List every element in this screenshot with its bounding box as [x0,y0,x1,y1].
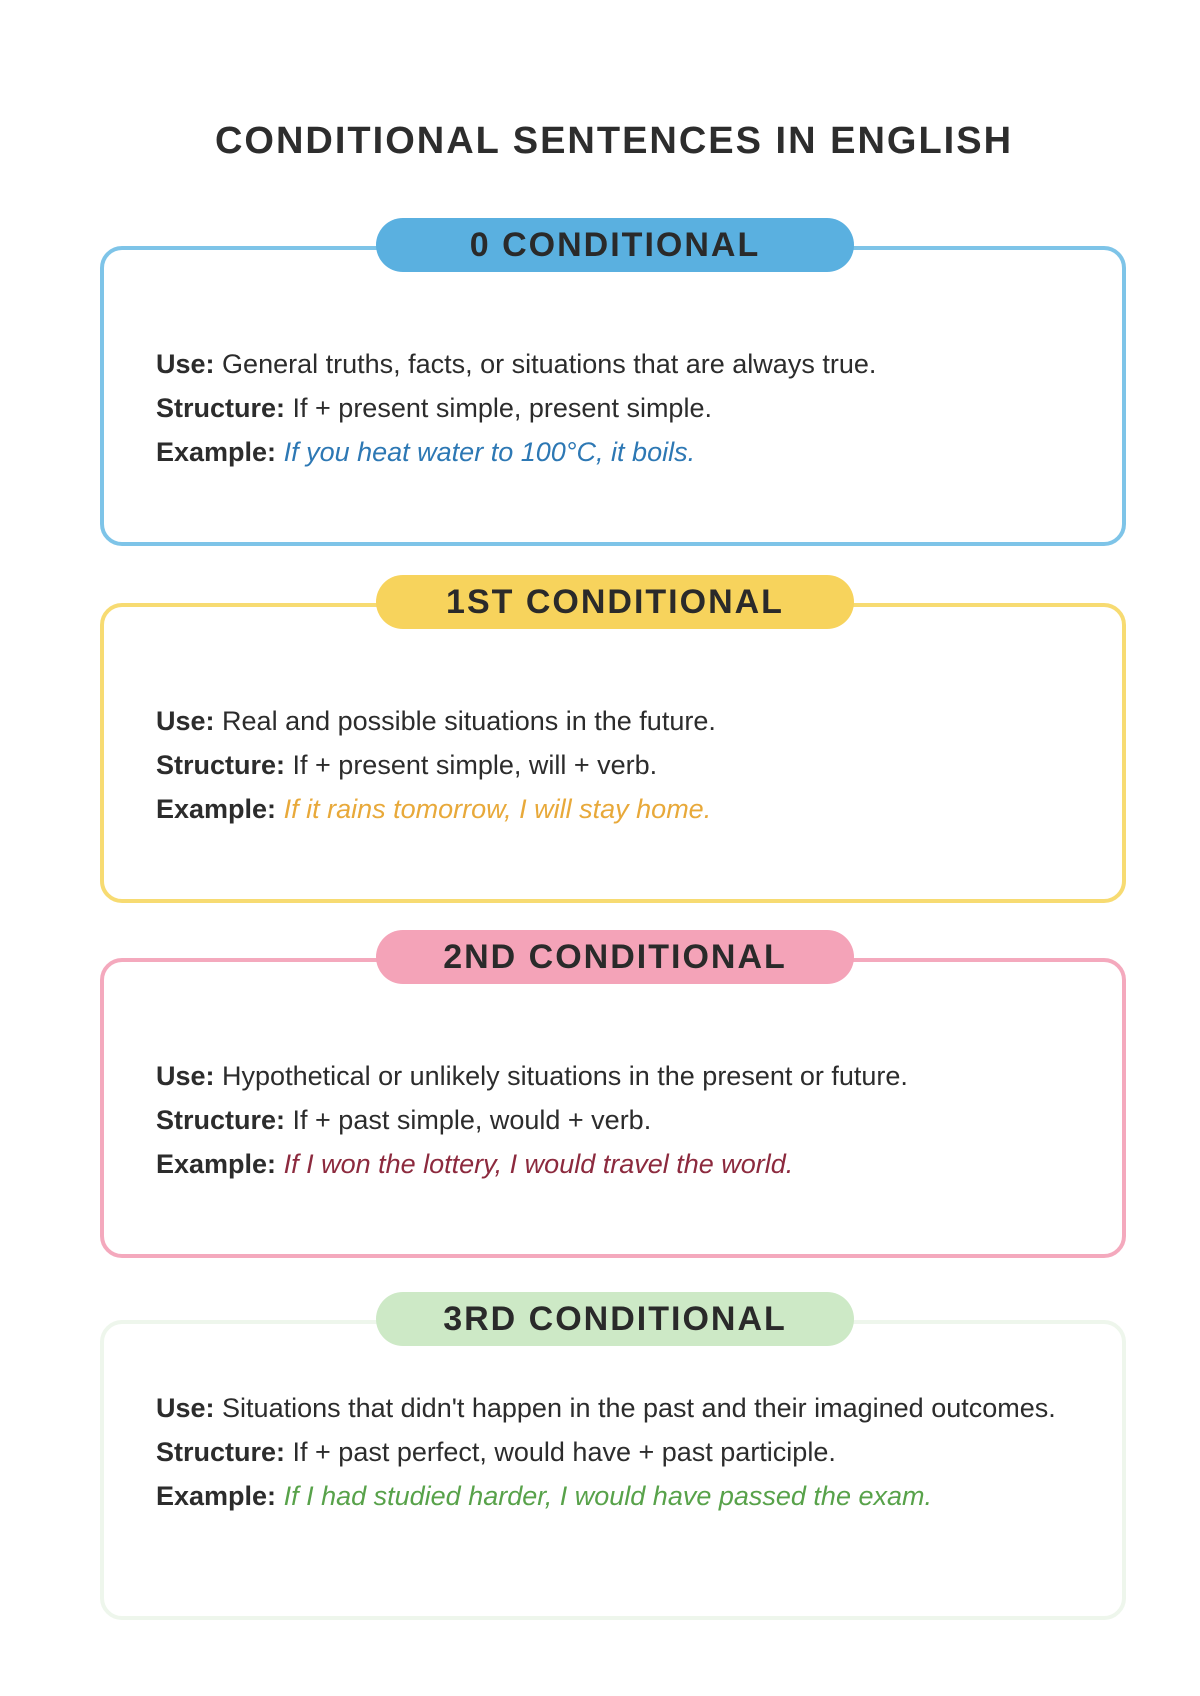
structure-text: If + present simple, will + verb. [292,750,658,780]
section-body [156,342,1082,474]
structure-line [156,743,1082,787]
section-heading: 1ST CONDITIONAL [376,575,854,629]
structure-line [156,386,1082,430]
example-line [156,430,1082,474]
section-body [156,699,1082,831]
section-heading: 3RD CONDITIONAL [376,1292,854,1346]
structure-label: Structure: [156,750,286,780]
section-third-conditional [100,1300,1126,1620]
structure-text: If + past simple, would + verb. [292,1105,652,1135]
example-label: Example: [156,1481,277,1511]
structure-line [156,1098,1082,1142]
use-line [156,1386,1082,1430]
page-title: CONDITIONAL SENTENCES IN ENGLISH [214,120,1014,162]
section-first-conditional [100,583,1126,903]
section-second-conditional [100,938,1126,1258]
structure-text: If + present simple, present simple. [292,393,712,423]
use-label: Use: [156,1393,215,1423]
structure-label: Structure: [156,1105,286,1135]
use-text: General truths, facts, or situations that are always true. [222,349,877,379]
example-line [156,1474,1082,1518]
section-heading: 0 CONDITIONAL [376,218,854,272]
use-text: Real and possible situations in the future. [222,706,716,736]
use-line [156,699,1082,743]
structure-line [156,1430,1082,1474]
use-text: Hypothetical or unlikely situations in the present or future. [222,1061,908,1091]
structure-text: If + past perfect, would have + past participle. [292,1437,836,1467]
example-line [156,1142,1082,1186]
section-heading: 2ND CONDITIONAL [376,930,854,984]
example-label: Example: [156,437,277,467]
use-line [156,342,1082,386]
example-text: If it rains tomorrow, I will stay home. [283,794,712,824]
structure-label: Structure: [156,1437,286,1467]
use-text: Situations that didn't happen in the past and their imagined outcomes. [222,1393,1056,1423]
example-line [156,787,1082,831]
section-body [156,1054,1082,1186]
example-label: Example: [156,1149,277,1179]
structure-label: Structure: [156,393,286,423]
use-label: Use: [156,706,215,736]
section-zero-conditional [100,226,1126,546]
use-line [156,1054,1082,1098]
example-label: Example: [156,794,277,824]
use-label: Use: [156,349,215,379]
use-label: Use: [156,1061,215,1091]
example-text: If I won the lottery, I would travel the world. [283,1149,794,1179]
example-text: If you heat water to 100°C, it boils. [283,437,696,467]
section-body [156,1386,1082,1518]
example-text: If I had studied harder, I would have passed the exam. [283,1481,932,1511]
